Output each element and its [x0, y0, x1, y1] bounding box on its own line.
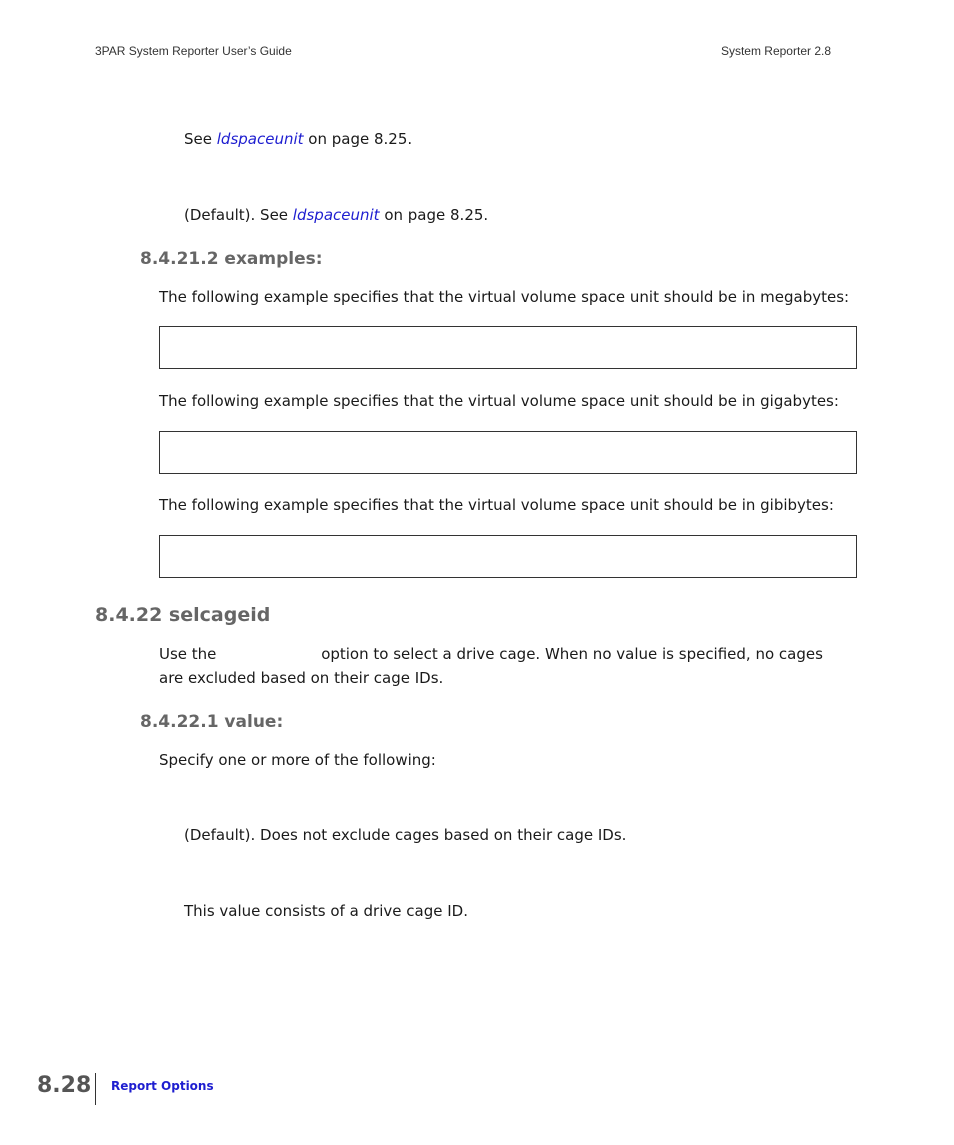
running-header-title: 3PAR System Reporter User’s Guide — [95, 44, 292, 58]
default-see-reference-line — [184, 203, 488, 227]
paragraph-part-2: option to select a drive cage. When no value is specified, no cages are excluded based on their cage IDs. — [159, 645, 823, 687]
see-reference-line — [184, 127, 412, 151]
example-description: The following example specifies that the virtual volume space unit should be in gigabytes: — [159, 392, 839, 410]
default-see-prefix: (Default). See — [184, 206, 293, 224]
value-item-cage-id: This value consists of a drive cage ID. — [184, 902, 468, 920]
ldspaceunit-link[interactable]: ldspaceunit — [216, 130, 304, 148]
section-heading: 8.4.22 selcageid — [95, 604, 271, 626]
report-options-link[interactable]: Report Options — [111, 1079, 214, 1093]
paragraph-part-1: Use the — [159, 645, 222, 663]
value-intro: Specify one or more of the following: — [159, 751, 436, 769]
value-item-default: (Default). Does not exclude cages based on their cage IDs. — [184, 826, 627, 844]
code-example-box — [159, 431, 857, 474]
example-description: The following example specifies that the virtual volume space unit should be in megabytes: — [159, 288, 850, 306]
example-description: The following example specifies that the virtual volume space unit should be in gibibytes: — [159, 496, 834, 514]
running-header-version: System Reporter 2.8 — [720, 44, 831, 58]
value-heading: 8.4.22.1 value: — [140, 712, 284, 732]
examples-heading: 8.4.21.2 examples: — [140, 249, 323, 269]
default-see-suffix: on page 8.25. — [379, 206, 489, 224]
see-suffix: on page 8.25. — [303, 130, 413, 148]
code-example-box — [159, 535, 857, 578]
see-prefix: See — [184, 130, 217, 148]
code-example-box — [159, 326, 857, 369]
ldspaceunit-link[interactable]: ldspaceunit — [292, 206, 380, 224]
section-paragraph — [159, 642, 849, 690]
footer-divider — [95, 1073, 96, 1105]
page-number: 8.28 — [37, 1073, 92, 1098]
